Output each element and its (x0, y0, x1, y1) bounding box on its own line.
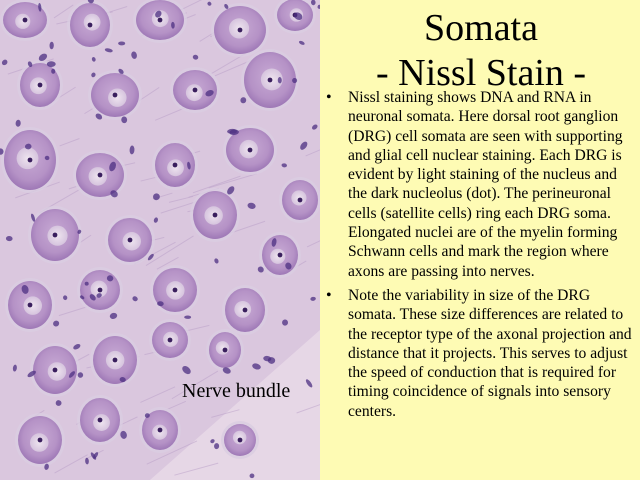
soma-cell (5, 278, 55, 332)
soma-cell (211, 3, 269, 57)
bullet-item (322, 286, 638, 421)
bullet-list (322, 88, 638, 421)
soma-cell (279, 177, 320, 223)
soma-cell (190, 188, 240, 242)
soma-cell (139, 407, 181, 453)
soma-cell (77, 267, 123, 313)
soma-cell (73, 150, 127, 200)
nerve-bundle-label: Nerve bundle (182, 380, 291, 402)
bullet-icon: • (326, 89, 332, 106)
soma-cell (150, 265, 200, 315)
soma-cell (17, 60, 63, 110)
bullet-icon: • (326, 286, 332, 304)
soma-cell (221, 421, 259, 459)
soma-cell (259, 232, 301, 278)
slide-title: Somata (424, 7, 538, 49)
soma-cell (222, 285, 268, 335)
bullet-item (322, 88, 638, 281)
soma-cell (1, 127, 59, 193)
soma-cell (152, 140, 198, 190)
soma-cell (206, 329, 244, 371)
bullet-text: Nissl staining shows DNA and RNA in neuronal somata. Here dorsal root ganglion (DRG) cell somata are seen with supporting and glial cell nuclear staining. Each DRG is evident by light staining of the nucleus and the dark nucleolus (dot). The perineuronal cells (satellite cells) ring each DRG soma. Elongated nuclei are of the myelin forming Schwann cells and mark the region where axons are passing into nerves. (348, 89, 623, 280)
bullet-text: Note the variability in size of the DRG somata. These size differences are related to the receptor type of the axonal projection and distance that it projects. This serves to adjust the speed of conduction that is required for timing coincidence of signals into sensory centers. (348, 286, 632, 420)
slide-subtitle: - Nissl Stain - (375, 52, 587, 94)
soma-cell (90, 333, 140, 387)
soma-cell (88, 70, 142, 120)
soma-cell (241, 49, 299, 111)
soma-cell (105, 215, 155, 265)
soma-cell (67, 0, 113, 50)
soma-cell (77, 395, 123, 445)
soma-cell (149, 319, 191, 361)
soma-cell (15, 413, 65, 467)
soma-cell (0, 0, 50, 41)
soma-cell (30, 343, 80, 397)
soma-cell (28, 206, 82, 264)
soma-cell (170, 67, 220, 113)
